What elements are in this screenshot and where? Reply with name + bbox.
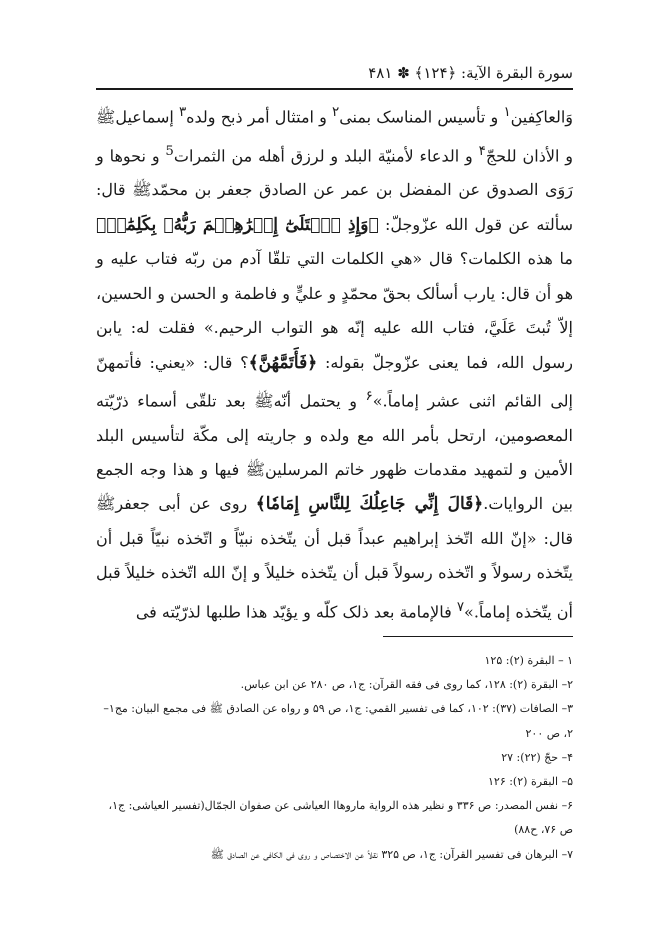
footnote-1: ۱ – البقرة (۲): ۱۲۵ xyxy=(484,654,573,667)
footnotes xyxy=(96,649,573,867)
footnote-6: ۶– نفس المصدر: ص ۳۳۶ و نظير هذه الرواية ماروهاا العياشى عن صفوان الجمّال(تفسير العياشى: ج۱، ص ۷۶، ح۸۸) xyxy=(108,799,573,837)
footnote-ref-3[interactable]: ۳ xyxy=(178,105,187,120)
footnote-ref-4[interactable]: ۴ xyxy=(478,143,486,159)
footnote-rule xyxy=(383,636,573,637)
footnote-ref-7[interactable]: ۷ xyxy=(456,599,465,615)
text-segment: ما هذه الكلمات؟ قال «هي الكلمات التي تلقّا آدم من ربّه فتاب عليه و هو أن قال: يارب أسألک بحقّ محمّدٍ و عليٍّ و فاطمة و الحسن و الحسين، إلاّ تُبتَ عَلَيَّ، فتاب الله عليه إنّه هو التواب الرحيم.» فقلت له: يابن رسول الله، فما يعنى عزّوجلّ بقوله: xyxy=(96,249,573,372)
footnote-3: ۳– الصافات (۳۷): ۱۰۲، كما فى تفسير القمي: ج۱، ص ۵۹ و رواه عن الصادق ﷺ فى مجمع البيان: مج۱–۲، ص ۲۰۰ xyxy=(103,702,573,740)
text-segment: وَالعاكِفين xyxy=(510,107,573,127)
text-segment: و يحتمل أنّهﷺ بعد تلقّى أسماء ذرّيّته المعصومين، ارتحل بأمر الله مع ولده و جاريته إلى مكّة لتأسيس البلد الأمين و لتمهيد مقدمات ظهور خاتم المرسلينﷺ فيها و هذا وجه الجمع بين الروايات. xyxy=(96,391,574,514)
footnote-4: ۴– حجّ (۲۲): ۲۷ xyxy=(501,750,573,764)
body-text xyxy=(96,96,573,629)
quran-verse: ﴿فَأَتَمَّهُنَّ﴾ xyxy=(248,352,318,373)
text-segment: و تأسيس المناسک بمنى xyxy=(339,107,504,127)
text-segment: إسماعيلﷺ و الأذان للحجّ xyxy=(96,107,574,166)
footnote-5: ۵– البقرة (۲): ۱۲۶ xyxy=(488,775,573,789)
header-rule xyxy=(96,88,573,90)
footnote-2: ۲– البقرة (۲): ۱۲۸، كما روى فى فقه القرآن: ج۱، ص ۲۸۰ عن ابن عباس. xyxy=(240,678,573,692)
text-segment: ؟ قال: «يعني: فأتمهنّ إلى القائم اثنى عشر إماماً.» xyxy=(96,352,573,411)
text-segment: فالإمامة بعد ذلک كلّه و يؤيّد هذا طلبها لذرّيّته فى xyxy=(135,602,457,621)
text-segment: و الدعاء لأمنيّة البلد و لرزق أهله من الثمرات xyxy=(173,146,479,166)
quran-verse: ﴿قَالَ إِنِّي جَاعِلُكَ لِلنَّاسِ إِمَامٗا﴾ xyxy=(255,494,484,515)
body-paragraph xyxy=(96,96,573,629)
text-segment: و امتثال أمر ذبح ولده xyxy=(186,107,333,127)
footnote-7: ۷– البرهان فى تفسير القرآن: ج۱، ص ۳۲۵ نقلاً عن الاختصاص و روى فى الكافى عن الصادق ﷺ xyxy=(210,847,573,861)
text-segment: و نحوها و رَوَى الصدوق عن المفضل بن عمر عن الصادق جعفر بن محمّدﷺ قال: سألته عن قول الله عزّوجلّ: xyxy=(96,146,573,234)
footnote-ref-1[interactable]: ۱ xyxy=(503,105,511,120)
text-segment: روى عن أبى جعفرﷺ قال: «إنّ الله اتّخذ إبراهيم عبداً قبل أن يتّخذه نبيّاً و اتّخذه نبيّاً قبل أن يتّخذه رسولاً و اتّخذه رسولاً قبل أن يتّخذه خليلاً و إنّ الله اتّخذه خليلاً قبل أن يتّخذه إماماً.» xyxy=(96,494,573,621)
header-title: سورة البقرة الآية: ﴿۱۲۴﴾ ✽ ۴۸۱ xyxy=(368,64,573,82)
page-header xyxy=(96,58,573,88)
footnote-ref-6[interactable]: ۶ xyxy=(365,388,373,404)
quran-verse: ﴿وَإِذِ ٱبۡتَلَىٰٓ إِبۡرَٰهِـۧمَ رَبُّهُۥ بِكَلِمَٰتٖ﴾ xyxy=(96,214,379,235)
footnote-ref-5[interactable]: 5 xyxy=(165,143,174,159)
footnote-ref-2[interactable]: ۲ xyxy=(332,105,340,120)
